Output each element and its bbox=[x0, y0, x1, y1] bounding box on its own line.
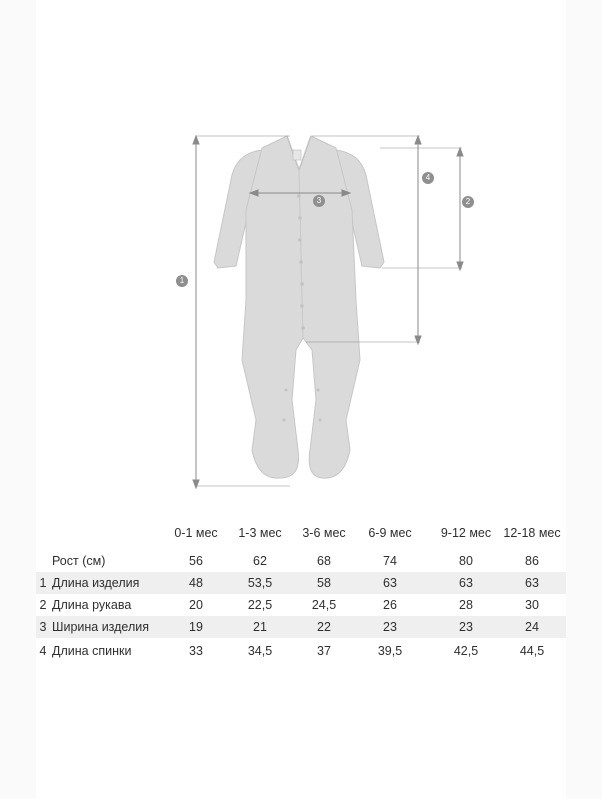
table-cell: 58 bbox=[317, 576, 331, 590]
measure-marker-2: 2 bbox=[462, 196, 474, 208]
size-table bbox=[36, 518, 566, 664]
table-cell: 26 bbox=[383, 598, 397, 612]
measure-marker-1: 1 bbox=[176, 275, 188, 287]
row-label: Ширина изделия bbox=[52, 620, 150, 634]
row-label: Рост (см) bbox=[52, 554, 106, 568]
table-cell: 86 bbox=[525, 554, 539, 568]
table-cell: 21 bbox=[253, 620, 267, 634]
table-cell: 22 bbox=[317, 620, 331, 634]
column-header: 12-18 мес bbox=[503, 526, 561, 540]
table-cell: 24,5 bbox=[311, 598, 337, 612]
table-row-back-length bbox=[36, 638, 566, 664]
row-number: 1 bbox=[39, 576, 47, 590]
table-cell: 80 bbox=[459, 554, 473, 568]
table-cell: 63 bbox=[525, 576, 539, 590]
table-cell: 42,5 bbox=[453, 644, 479, 658]
table-cell: 53,5 bbox=[247, 576, 273, 590]
table-header-row bbox=[36, 518, 566, 548]
table-cell: 22,5 bbox=[247, 598, 273, 612]
table-cell: 33 bbox=[189, 644, 203, 658]
table-cell: 24 bbox=[525, 620, 539, 634]
table-cell: 23 bbox=[459, 620, 473, 634]
table-row-sleeve bbox=[36, 594, 566, 616]
table-cell: 68 bbox=[317, 554, 331, 568]
row-label: Длина рукава bbox=[52, 598, 132, 612]
row-number bbox=[36, 550, 50, 572]
table-cell: 23 bbox=[383, 620, 397, 634]
table-cell: 19 bbox=[189, 620, 203, 634]
table-row-length bbox=[36, 572, 566, 594]
column-header: 9-12 мес bbox=[440, 526, 492, 540]
table-cell: 74 bbox=[383, 554, 397, 568]
table-row-width bbox=[36, 616, 566, 638]
row-number: 3 bbox=[39, 620, 47, 634]
measure-marker-4: 4 bbox=[422, 172, 434, 184]
table-cell: 63 bbox=[383, 576, 397, 590]
row-number: 4 bbox=[39, 644, 47, 658]
table-cell: 37 bbox=[317, 644, 331, 658]
row-label: Длина изделия bbox=[52, 576, 140, 590]
table-cell: 34,5 bbox=[247, 644, 273, 658]
table-row-height bbox=[36, 550, 566, 572]
table-cell: 62 bbox=[253, 554, 267, 568]
table-cell: 48 bbox=[189, 576, 203, 590]
table-cell: 63 bbox=[459, 576, 473, 590]
column-header: 1-3 мес bbox=[238, 526, 282, 540]
row-number: 2 bbox=[39, 598, 47, 612]
table-cell: 20 bbox=[189, 598, 203, 612]
table-cell: 56 bbox=[189, 554, 203, 568]
row-label: Длина спинки bbox=[52, 644, 132, 658]
column-header: 3-6 мес bbox=[302, 526, 346, 540]
table-cell: 39,5 bbox=[377, 644, 403, 658]
measure-marker-3: 3 bbox=[313, 195, 325, 207]
table-cell: 30 bbox=[525, 598, 539, 612]
column-header: 0-1 мес bbox=[174, 526, 218, 540]
table-cell: 28 bbox=[459, 598, 473, 612]
table-cell: 44,5 bbox=[519, 644, 545, 658]
column-header: 6-9 мес bbox=[368, 526, 412, 540]
